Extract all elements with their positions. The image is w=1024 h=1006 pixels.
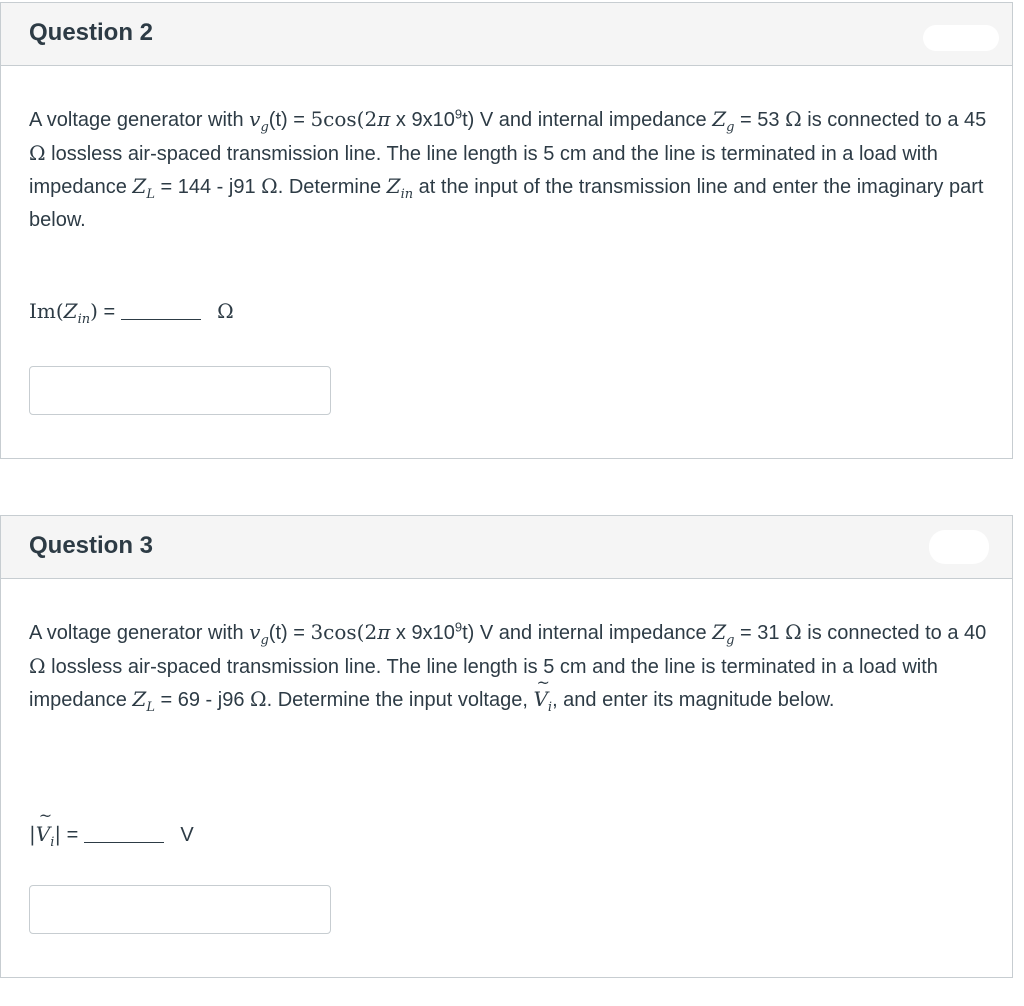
answer-label-row: [29, 822, 194, 850]
ohm-symbol: Ω: [261, 174, 278, 198]
text-segment: x 9x10: [390, 622, 455, 644]
text-segment: = 69 - j96: [154, 689, 251, 711]
text-segment: t) V and internal impedance: [462, 109, 713, 131]
text-segment: . Determine: [277, 176, 387, 198]
answer-input[interactable]: [29, 885, 331, 934]
vg-symbol: $v_g$: [249, 620, 269, 648]
zl-symbol: $Z_L$: [132, 174, 155, 202]
vi-symbol: ~ $V_i$: [533, 683, 552, 716]
text-segment: at the input of the transmission line and enter the imaginary part below.: [29, 176, 984, 231]
question-2-title: Question 2: [29, 19, 154, 46]
points-redaction: [929, 530, 989, 564]
text-segment: x 9x10: [390, 109, 455, 131]
text-segment: t) V and internal impedance: [462, 622, 713, 644]
answer-blank-line: [121, 301, 201, 320]
cos-expression: 3cos(2: [310, 620, 378, 644]
question-3-card: [0, 515, 1013, 978]
abs-bar: |: [29, 822, 36, 846]
pi-symbol: π: [377, 620, 391, 644]
equals-sign: =: [97, 301, 116, 323]
zg-symbol: $Z_g$: [712, 620, 735, 648]
text-segment: . Determine the input voltage,: [266, 689, 534, 711]
text-segment: , and enter its magnitude below.: [552, 689, 835, 711]
text-segment: = 144 - j91: [154, 176, 262, 198]
text-segment: lossless air-spaced transmission line. The line length is 5 cm and the line is terminated in a load with impedance: [29, 655, 938, 711]
answer-input[interactable]: [29, 366, 331, 415]
pi-symbol: π: [377, 107, 391, 131]
question-2-card: [0, 2, 1013, 459]
zg-symbol: $Z_g$: [712, 107, 735, 135]
question-3-text: [29, 616, 989, 717]
paren: ): [90, 299, 98, 323]
cos-expression: 5cos(2: [310, 107, 378, 131]
text-segment: = 31: [734, 622, 786, 644]
ohm-symbol: Ω: [29, 140, 46, 165]
text-segment: is connected to a 40: [801, 622, 987, 644]
zl-symbol: $Z_L$: [132, 687, 155, 715]
equals-sign: =: [61, 824, 79, 846]
abs-bar: |: [54, 822, 62, 846]
question-2-header: [1, 3, 1012, 66]
ohm-symbol: Ω: [785, 107, 802, 131]
text-segment: A voltage generator with: [29, 109, 250, 131]
text-segment: (t) =: [268, 109, 311, 131]
question-3-title: Question 3: [29, 532, 154, 559]
question-2-text: [29, 103, 989, 236]
exponent: 9: [454, 619, 463, 635]
answer-label-row: [29, 299, 234, 327]
unit-label: V: [180, 824, 194, 846]
text-segment: lossless air-spaced transmission line. The line length is 5 cm and the line is terminated in a load with impedance: [29, 142, 938, 198]
ohm-symbol: Ω: [785, 620, 802, 644]
answer-blank-line: [84, 824, 164, 843]
zin-symbol: $Z_{in}$: [63, 299, 91, 327]
text-segment: A voltage generator with: [29, 622, 250, 644]
ohm-symbol: Ω: [250, 687, 267, 711]
im-function: Im(: [29, 299, 64, 323]
exponent: 9: [454, 106, 463, 122]
points-redaction: [923, 25, 999, 51]
vg-symbol: $v_g$: [249, 107, 269, 135]
vi-symbol: ~ $V_i$: [36, 822, 55, 846]
text-segment: = 53: [734, 109, 786, 131]
zin-symbol: $Z_{in}$: [386, 174, 414, 202]
unit-label: Ω: [217, 299, 234, 323]
text-segment: (t) =: [268, 622, 311, 644]
text-segment: is connected to a 45: [801, 109, 987, 131]
question-3-header: [1, 516, 1012, 579]
ohm-symbol: Ω: [29, 653, 46, 678]
